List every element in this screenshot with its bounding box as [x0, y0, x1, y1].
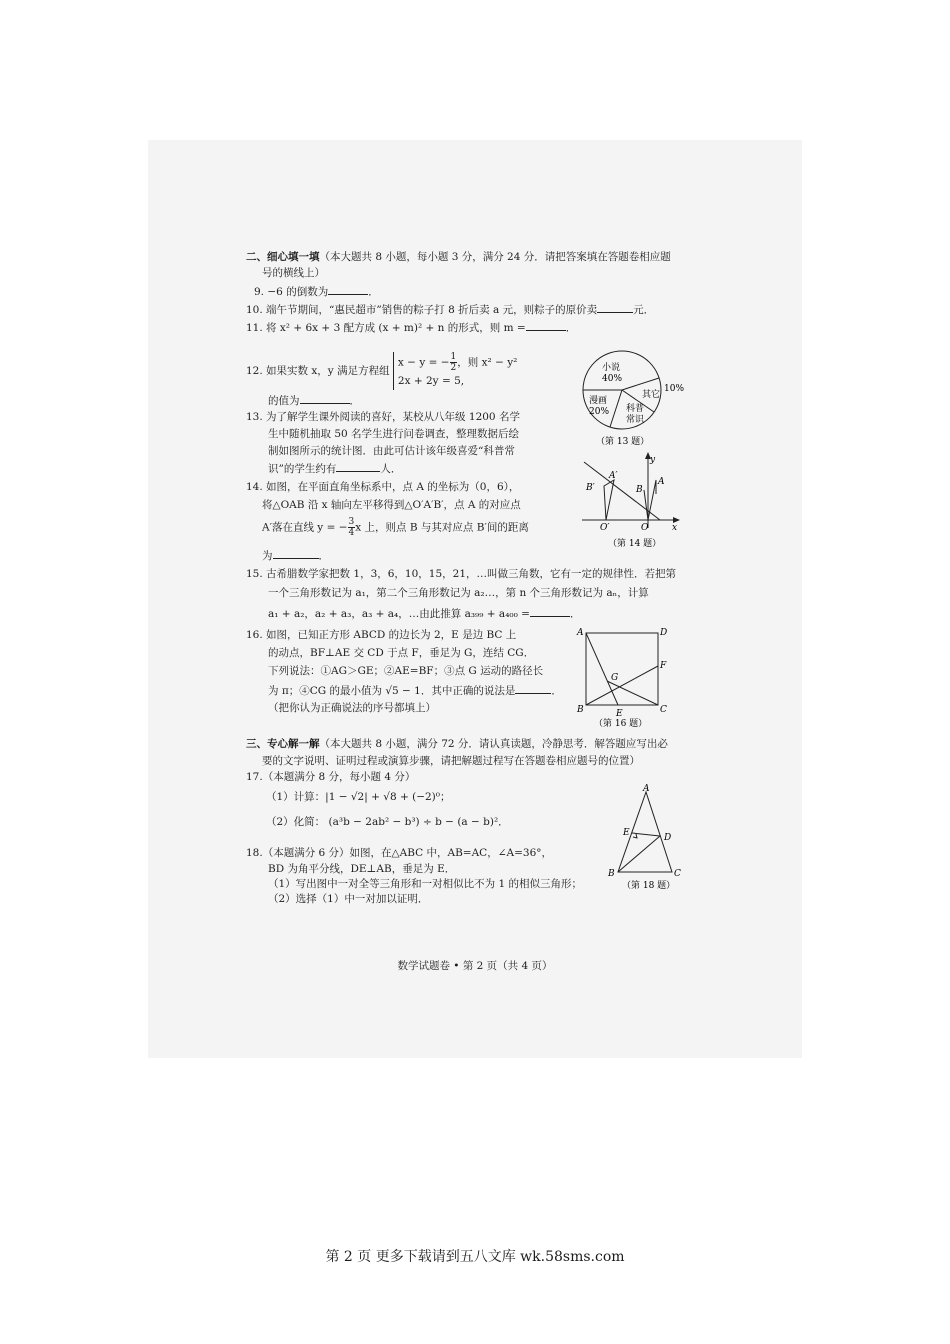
pie-label-novel-pct: 40% [602, 374, 623, 384]
q12-equation-system [393, 352, 517, 390]
question-11 [246, 320, 576, 336]
q12-end: ． [349, 395, 360, 407]
q16-line3: 下列说法：①AG＞GE；②AE=BF；③点 G 运动的路径长 [268, 665, 544, 677]
q13-caption: （第 13 题） [596, 437, 650, 447]
label-a: A [658, 477, 665, 487]
pie-label-comic-pct: 20% [589, 407, 610, 417]
label-b: B [608, 869, 615, 879]
q15-line2: 一个三角形数记为 a₁，第二个三角形数记为 a₂…，第 n 个三角形数记为 aₙ，计算 [268, 587, 649, 599]
label-b: B [636, 485, 643, 495]
q18-caption: （第 18 题） [622, 881, 676, 891]
q13-end: 人． [380, 463, 402, 475]
question-15 [246, 567, 676, 582]
q18-number: 18. [246, 847, 263, 859]
label-e: E [616, 709, 623, 719]
label-c: C [674, 869, 681, 879]
pie-label-science2: 常识 [626, 415, 645, 425]
q12-eq1-comma: ， [457, 356, 468, 369]
q12-after: 则 x² − y² [467, 356, 518, 369]
section3-note2: 要的文字说明、证明过程或演算步骤，请把解题过程写在答题卷相应题号的位置） [262, 755, 640, 767]
q14-line2: 将△OAB 沿 x 轴向左平移得到△O′A′B′，点 A 的对应点 [262, 499, 521, 511]
q12-eq2: 2x + 2y = 5, [397, 375, 465, 387]
q14-line1: 如图，在平面直角坐标系中，点 A 的坐标为（0，6）， [266, 481, 520, 493]
pie-label-other-pct: 10% [664, 384, 685, 394]
label-b: B [577, 705, 584, 715]
pie-divider-science-comic [610, 390, 622, 427]
label-a: A [643, 784, 650, 794]
label-g: G [611, 673, 619, 683]
q16-line1: 如图，已知正方形 ABCD 的边长为 2，E 是边 BC 上 [266, 629, 517, 641]
label-d: D [664, 833, 672, 843]
q15-answer-blank[interactable] [530, 606, 570, 617]
question-13 [246, 410, 520, 425]
question-14 [246, 480, 519, 495]
q11-answer-blank[interactable] [526, 320, 566, 331]
q10-end: 元． [633, 304, 655, 316]
right-angle-mark [633, 834, 637, 838]
q12-line2-text: 的值为 [268, 395, 300, 407]
q12-text: 如果实数 x，y 满足方程组 [266, 365, 390, 377]
q15-line1: 古希腊数学家把数 1，3，6，10，15，21，…叫做三角数，它有一定的规律性．若把第 [266, 568, 677, 580]
label-y: y [650, 455, 656, 465]
label-o-prime: O′ [600, 523, 610, 533]
q16-line5: （把你认为正确说法的序号都填上） [268, 702, 436, 714]
section2-note2: 号的横线上） [262, 267, 325, 279]
section2-header [246, 250, 671, 265]
q18-line1: （本题满分 6 分）如图，在△ABC 中，AB=AC，∠A=36°， [262, 847, 553, 859]
q16-answer-blank[interactable] [515, 683, 551, 694]
question-16 [246, 628, 516, 643]
question-12 [246, 352, 517, 390]
q14-line3-post: x 上，则点 B 与其对应点 B′间的距离 [355, 521, 529, 534]
label-o: O [641, 523, 649, 533]
section3-heading: 三、专心解一解 [246, 738, 320, 750]
q16-number: 16. [246, 629, 263, 641]
q16-square-figure [574, 624, 674, 730]
square-abcd [586, 633, 658, 705]
q14-coordinate-figure [578, 450, 686, 550]
q13-number: 13. [246, 411, 263, 423]
q13-line1: 为了解学生课外阅读的喜好，某校从八年级 1200 名学 [266, 411, 520, 423]
q13-line4-text: 识”的学生约有 [268, 463, 337, 475]
q13-line4 [268, 461, 401, 477]
pie-label-other: 其它 [642, 390, 661, 400]
question-17 [246, 770, 415, 785]
pie-label-novel: 小说 [602, 363, 621, 373]
q13-line3: 制如图所示的统计图．由此可估计该年级喜爱“科普常 [268, 445, 515, 457]
q14-line3-pre: A′落在直线 y = − [262, 521, 348, 534]
q14-number: 14. [246, 481, 263, 493]
q13-pie-chart [572, 345, 692, 450]
q11-number: 11. [246, 322, 263, 334]
label-f: F [660, 661, 667, 671]
label-a-prime: A′ [609, 471, 618, 481]
q14-line4 [262, 548, 329, 564]
q9-answer-blank[interactable] [328, 284, 368, 295]
q16-line2: 的动点，BF⊥AE 交 CD 于点 F，垂足为 G，连结 CG． [268, 647, 535, 659]
exam-page-footer: 数学试题卷 • 第 2 页（共 4 页） [397, 960, 553, 972]
section2-heading: 二、细心填一填 [246, 251, 320, 263]
q12-answer-blank[interactable] [300, 393, 350, 404]
q16-caption: （第 16 题） [594, 719, 648, 729]
q11-end: ． [565, 322, 577, 334]
q17-header: （本题满分 8 分，每小题 4 分） [262, 771, 416, 783]
segment-ob [644, 490, 648, 520]
q10-answer-blank[interactable] [597, 302, 633, 313]
q11-text: 将 x² + 6x + 3 配方成 (x + m)² + n 的形式，则 m = [266, 322, 526, 334]
question-18 [246, 846, 552, 861]
section3-header [246, 737, 668, 752]
q14-answer-blank[interactable] [273, 548, 319, 559]
pie-label-comic: 漫画 [589, 396, 608, 406]
site-footer: 第 2 页 更多下载请到五八文库 wk.58sms.com [325, 1249, 625, 1265]
q14-fraction: $\frac{3}{4}$ [348, 517, 355, 538]
label-b-prime: B′ [586, 483, 595, 493]
q17-part1: （1）计算：|1 − √2| + √8 + (−2)⁰； [266, 791, 451, 803]
q9-number: 9. [254, 286, 265, 298]
label-d: D [660, 628, 668, 638]
q18-line4: （2）选择（1）中一对加以证明． [268, 893, 429, 905]
question-10 [246, 302, 654, 318]
section2-note: （本大题共 8 小题，每小题 3 分，满分 24 分．请把答案填在答题卷相应题 [319, 251, 671, 263]
q14-line4-text: 为 [262, 550, 273, 562]
q17-part2: （2）化简： (a³b − 2ab² − b³) ÷ b − (a − b)²． [266, 816, 509, 828]
q9-end: ． [368, 286, 379, 298]
q16-line4 [268, 683, 562, 699]
q12-eq1: x − y = − [397, 356, 450, 369]
label-c: C [660, 705, 667, 715]
pie-divider-novel-other [622, 378, 659, 390]
label-e: E [623, 828, 630, 838]
q9-text: −6 的倒数为 [267, 286, 329, 298]
q12-line2 [268, 393, 360, 409]
q12-number: 12. [246, 365, 263, 377]
question-9 [254, 284, 379, 300]
q16-line4-text: 为 π；④CG 的最小值为 √5 − 1．其中正确的说法是 [268, 685, 516, 697]
label-x: x [672, 523, 678, 533]
q18-line2: BD 为角平分线，DE⊥AB，垂足为 E． [268, 863, 456, 875]
triangle-o2a2b2 [604, 480, 614, 520]
q18-triangle-figure [606, 784, 688, 894]
segment-ae [586, 633, 618, 705]
q15-end: ． [569, 608, 581, 620]
line-through-origin [584, 462, 660, 520]
q15-number: 15. [246, 568, 263, 580]
q14-line3 [262, 517, 529, 538]
q13-answer-blank[interactable] [336, 461, 380, 472]
q15-line3 [268, 606, 580, 622]
label-a: A [577, 628, 584, 638]
pie-label-science1: 科普 [626, 404, 645, 414]
q14-end: ． [318, 550, 329, 562]
q16-end: ． [551, 685, 562, 697]
section3-note: （本大题共 8 小题，满分 72 分．请认真读题，冷静思考．解答题应写出必 [319, 738, 668, 750]
segment-cg [607, 681, 658, 705]
q12-fraction: $\frac{1}{2}$ [450, 352, 457, 373]
q10-text: 端午节期间，“惠民超市”销售的粽子打 8 折后卖 a 元，则粽子的原价卖 [266, 304, 598, 316]
segment-bf [586, 666, 658, 705]
q10-number: 10. [246, 304, 263, 316]
q18-line3: （1）写出图中一对全等三角形和一对相似比不为 1 的相似三角形； [268, 878, 583, 890]
q14-caption: （第 14 题） [608, 539, 662, 549]
q17-number: 17. [246, 771, 263, 783]
q15-line3-text: a₁ + a₂，a₂ + a₃，a₃ + a₄，…由此推算 a₃₉₉ + a₄₀₀ = [268, 608, 530, 620]
q13-line2: 生中随机抽取 50 名学生进行问卷调查，整理数据后绘 [268, 428, 520, 440]
